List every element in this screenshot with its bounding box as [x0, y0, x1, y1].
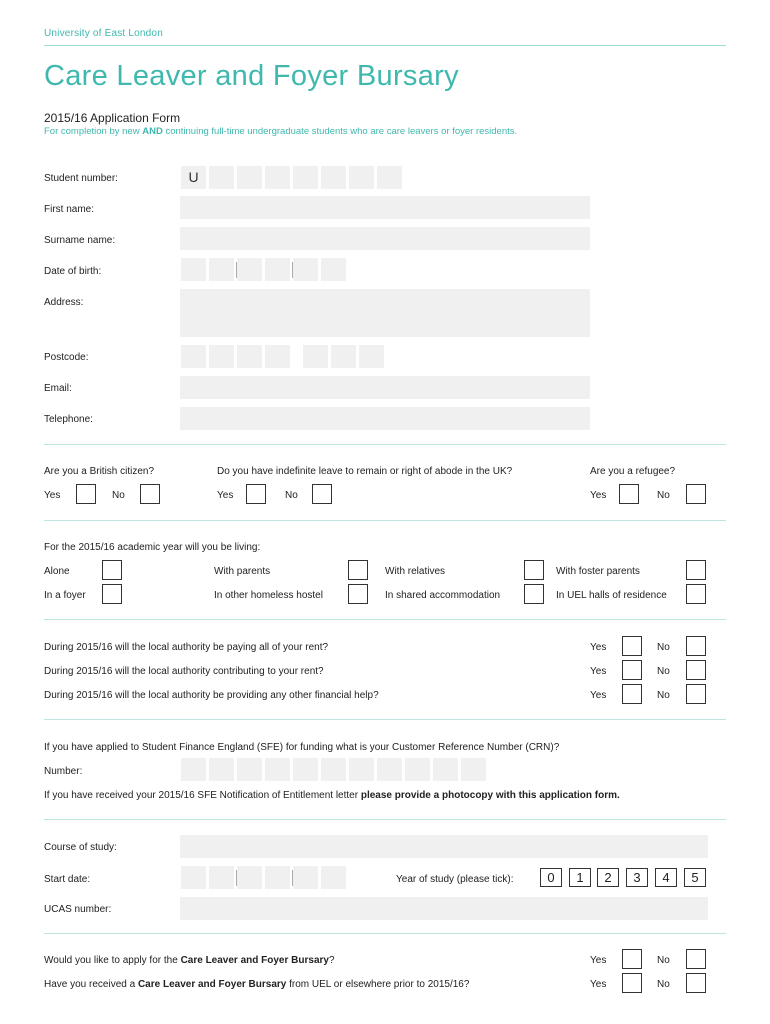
british-yes-checkbox[interactable]	[76, 484, 96, 504]
bursary-q2-prefix: Have you received a	[44, 979, 138, 990]
authority-help-yes-checkbox[interactable]	[622, 684, 642, 704]
crn-cell[interactable]	[181, 758, 206, 781]
crn-label: Number:	[44, 766, 83, 777]
student-number-cell[interactable]	[293, 166, 318, 189]
year-option-5[interactable]: 5	[684, 868, 706, 887]
postcode-cell[interactable]	[265, 345, 290, 368]
yes-label: Yes	[217, 490, 234, 501]
start-date-label: Start date:	[44, 874, 91, 885]
intro-prefix: For completion by new	[44, 126, 143, 137]
authority-question: During 2015/16 will the local authority be paying all of your rent?	[44, 642, 329, 653]
bursary-q1-suffix: ?	[328, 955, 335, 966]
dob-cell[interactable]	[293, 258, 318, 281]
bursary-q1-bold: Care Leaver and Foyer Bursary	[180, 955, 329, 966]
student-number-cell[interactable]	[209, 166, 234, 189]
living-question: For the 2015/16 academic year will you be living:	[44, 542, 261, 553]
crn-cell[interactable]	[293, 758, 318, 781]
yes-label: Yes	[590, 690, 607, 701]
dob-label: Date of birth:	[44, 266, 102, 277]
dob-cell[interactable]	[237, 258, 262, 281]
student-number-cell[interactable]	[321, 166, 346, 189]
leave-no-checkbox[interactable]	[312, 484, 332, 504]
bursary-q1-prefix: Would you like to apply for the	[44, 955, 181, 966]
start-date-cell[interactable]	[181, 866, 206, 889]
authority-question: During 2015/16 will the local authority contributing to your rent?	[44, 666, 324, 677]
surname-label: Surname name:	[44, 235, 116, 246]
student-number-cell[interactable]	[349, 166, 374, 189]
start-date-cell[interactable]	[209, 866, 234, 889]
refugee-yes-checkbox[interactable]	[619, 484, 639, 504]
section-divider	[44, 520, 726, 521]
sfe-question: If you have applied to Student Finance England (SFE) for funding what is your Customer Reference Number (CRN)?	[44, 742, 560, 753]
living-parents-checkbox[interactable]	[348, 560, 368, 580]
crn-cell[interactable]	[321, 758, 346, 781]
start-date-cell[interactable]	[321, 866, 346, 889]
section-divider	[44, 719, 726, 720]
bursary-q2-bold: Care Leaver and Foyer Bursary	[137, 979, 287, 990]
yes-label: Yes	[44, 490, 61, 501]
living-foyer-checkbox[interactable]	[102, 584, 122, 604]
indefinite-leave-question: Do you have indefinite leave to remain or right of abode in the UK?	[217, 466, 513, 477]
address-label: Address:	[44, 297, 84, 308]
form-subtitle: 2015/16 Application Form	[44, 111, 181, 125]
bursary-q2-suffix: from UEL or elsewhere prior to 2015/16?	[286, 979, 470, 990]
section-divider	[44, 444, 726, 445]
section-divider	[44, 619, 726, 620]
crn-cell[interactable]	[237, 758, 262, 781]
student-number-cell[interactable]	[377, 166, 402, 189]
bursary-apply-yes-checkbox[interactable]	[622, 949, 642, 969]
no-label: No	[657, 690, 670, 701]
ucas-field[interactable]	[180, 897, 708, 920]
no-label: No	[657, 955, 670, 966]
yes-label: Yes	[590, 955, 607, 966]
first-name-field[interactable]	[180, 196, 590, 219]
start-date-cell[interactable]	[265, 866, 290, 889]
leave-yes-checkbox[interactable]	[246, 484, 266, 504]
year-of-study-label: Year of study (please tick):	[396, 874, 514, 885]
telephone-field[interactable]	[180, 407, 590, 430]
dob-cell[interactable]	[181, 258, 206, 281]
form-intro	[44, 126, 517, 137]
living-foster-checkbox[interactable]	[686, 560, 706, 580]
year-option-4[interactable]: 4	[655, 868, 677, 887]
course-field[interactable]	[180, 835, 708, 858]
year-option-3[interactable]: 3	[626, 868, 648, 887]
header-divider	[44, 45, 726, 46]
student-number-cell[interactable]	[265, 166, 290, 189]
crn-cell[interactable]	[433, 758, 458, 781]
living-option-label: In other homeless hostel	[214, 590, 323, 601]
bursary-received-yes-checkbox[interactable]	[622, 973, 642, 993]
yes-label: Yes	[590, 490, 607, 501]
year-option-1[interactable]: 1	[569, 868, 591, 887]
email-field[interactable]	[180, 376, 590, 399]
no-label: No	[657, 490, 670, 501]
postcode-cell[interactable]	[237, 345, 262, 368]
crn-cell[interactable]	[209, 758, 234, 781]
authority-rent-no-checkbox[interactable]	[686, 636, 706, 656]
living-option-label: In shared accommodation	[385, 590, 501, 601]
address-field[interactable]	[180, 289, 590, 337]
living-option-label: With parents	[214, 566, 271, 577]
crn-cell[interactable]	[349, 758, 374, 781]
yes-label: Yes	[590, 642, 607, 653]
dob-cell[interactable]	[321, 258, 346, 281]
year-option-0[interactable]: 0	[540, 868, 562, 887]
ucas-label: UCAS number:	[44, 904, 112, 915]
postcode-label: Postcode:	[44, 352, 89, 363]
authority-question: During 2015/16 will the local authority be providing any other financial help?	[44, 690, 379, 701]
no-label: No	[657, 666, 670, 677]
crn-cell[interactable]	[265, 758, 290, 781]
student-number-label: Student number:	[44, 173, 118, 184]
british-citizen-question: Are you a British citizen?	[44, 466, 155, 477]
living-option-label: Alone	[44, 566, 70, 577]
yes-label: Yes	[590, 979, 607, 990]
university-name: University of East London	[44, 28, 163, 39]
postcode-cell[interactable]	[209, 345, 234, 368]
refugee-question: Are you a refugee?	[590, 466, 676, 477]
living-halls-checkbox[interactable]	[686, 584, 706, 604]
crn-cell[interactable]	[405, 758, 430, 781]
living-option-label: With foster parents	[556, 566, 640, 577]
living-option-label: With relatives	[385, 566, 446, 577]
authority-rent-yes-checkbox[interactable]	[622, 636, 642, 656]
british-no-checkbox[interactable]	[140, 484, 160, 504]
surname-field[interactable]	[180, 227, 590, 250]
intro-bold: AND	[142, 126, 163, 137]
section-divider	[44, 819, 726, 820]
authority-help-no-checkbox[interactable]	[686, 684, 706, 704]
course-label: Course of study:	[44, 842, 117, 853]
living-alone-checkbox[interactable]	[102, 560, 122, 580]
form-title: Care Leaver and Foyer Bursary	[44, 60, 459, 92]
crn-cell[interactable]	[461, 758, 486, 781]
intro-suffix: continuing full-time undergraduate students who are care leavers or foyer residents.	[162, 126, 518, 137]
postcode-cell[interactable]	[359, 345, 384, 368]
bursary-received-no-checkbox[interactable]	[686, 973, 706, 993]
bursary-received-question	[44, 979, 469, 990]
crn-cell[interactable]	[377, 758, 402, 781]
postcode-cell[interactable]	[181, 345, 206, 368]
start-date-cell[interactable]	[293, 866, 318, 889]
sfe-note	[44, 790, 620, 801]
postcode-cell[interactable]	[331, 345, 356, 368]
authority-contrib-yes-checkbox[interactable]	[622, 660, 642, 680]
sfe-note-prefix: If you have received your 2015/16 SFE Notification of Entitlement letter	[44, 790, 361, 801]
no-label: No	[112, 490, 125, 501]
email-label: Email:	[44, 383, 72, 394]
living-relatives-checkbox[interactable]	[524, 560, 544, 580]
living-hostel-checkbox[interactable]	[348, 584, 368, 604]
dob-cell[interactable]	[265, 258, 290, 281]
authority-contrib-no-checkbox[interactable]	[686, 660, 706, 680]
student-number-prefix: U	[181, 166, 206, 189]
yes-label: Yes	[590, 666, 607, 677]
living-option-label: In UEL halls of residence	[556, 590, 667, 601]
refugee-no-checkbox[interactable]	[686, 484, 706, 504]
telephone-label: Telephone:	[44, 414, 93, 425]
living-shared-checkbox[interactable]	[524, 584, 544, 604]
section-divider	[44, 933, 726, 934]
bursary-apply-no-checkbox[interactable]	[686, 949, 706, 969]
no-label: No	[657, 642, 670, 653]
start-date-cell[interactable]	[237, 866, 262, 889]
postcode-cell[interactable]	[303, 345, 328, 368]
dob-cell[interactable]	[209, 258, 234, 281]
living-option-label: In a foyer	[44, 590, 86, 601]
sfe-note-bold: please provide a photocopy with this application form.	[360, 790, 620, 801]
student-number-cell[interactable]	[237, 166, 262, 189]
first-name-label: First name:	[44, 204, 95, 215]
bursary-apply-question	[44, 955, 335, 966]
year-option-2[interactable]: 2	[597, 868, 619, 887]
no-label: No	[657, 979, 670, 990]
no-label: No	[285, 490, 298, 501]
